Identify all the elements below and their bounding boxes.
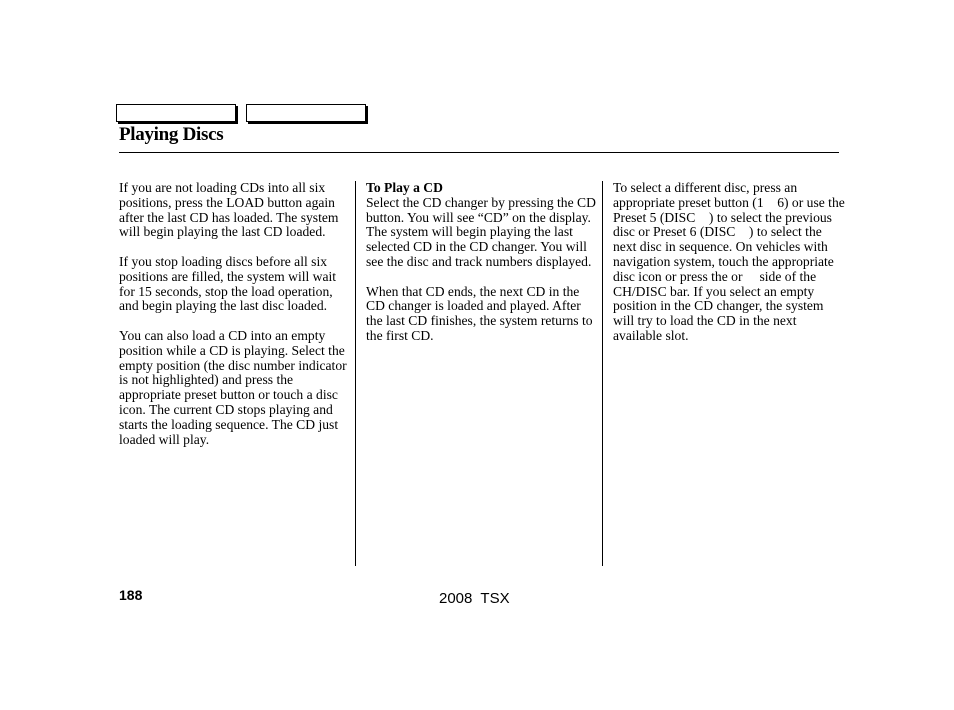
column-divider-2 bbox=[602, 181, 603, 566]
column-1 bbox=[119, 181, 351, 462]
column-divider-1 bbox=[355, 181, 356, 566]
paragraph: If you stop loading discs before all six positions are filled, the system will wait for 15 seconds, stop the load operation, and begin playing the last disc loaded. bbox=[119, 253, 337, 314]
paragraph: When that CD ends, the next CD in the CD changer is loaded and played. After the last CD finishes, the system returns to the first CD. bbox=[366, 283, 593, 343]
section-subheading: To Play a CD bbox=[366, 180, 443, 195]
paragraph: You can also load a CD into an empty position while a CD is playing. Select the empty position (the disc number indicator is not highlighted) and press the appropriate preset button or touch a disc icon. The current CD stops playing and starts the loading sequence. The CD just loaded will play. bbox=[119, 327, 347, 447]
page-number: 188 bbox=[119, 587, 143, 603]
header-tab-box-2 bbox=[246, 104, 366, 122]
footer-model: 2008 TSX bbox=[439, 590, 510, 607]
section-block bbox=[366, 181, 598, 270]
column-3 bbox=[613, 181, 845, 359]
paragraph: If you are not loading CDs into all six positions, press the LOAD button again after the last CD has loaded. The system will begin playing the last CD loaded. bbox=[119, 180, 339, 240]
paragraph: Select the CD changer by pressing the CD button. You will see “CD” on the display. The system will begin playing the last selected CD in the CD changer. You will see the disc and track numbers displayed. bbox=[366, 194, 596, 269]
page-title: Playing Discs bbox=[119, 124, 224, 145]
paragraph: To select a different disc, press an appropriate preset button (1 6) or use the Preset 5 (DISC ) to select the previous disc or Preset 6 (DISC ) to select the next disc in sequence. On vehicles with navigation system, touch the appropriate disc icon or press the or side of the CH/DISC bar. If you select an empty position in the CD changer, the system will try to load the CD in the next available slot. bbox=[613, 180, 845, 343]
title-rule bbox=[119, 152, 839, 153]
column-2 bbox=[366, 181, 598, 359]
header-tab-box-1 bbox=[116, 104, 236, 122]
